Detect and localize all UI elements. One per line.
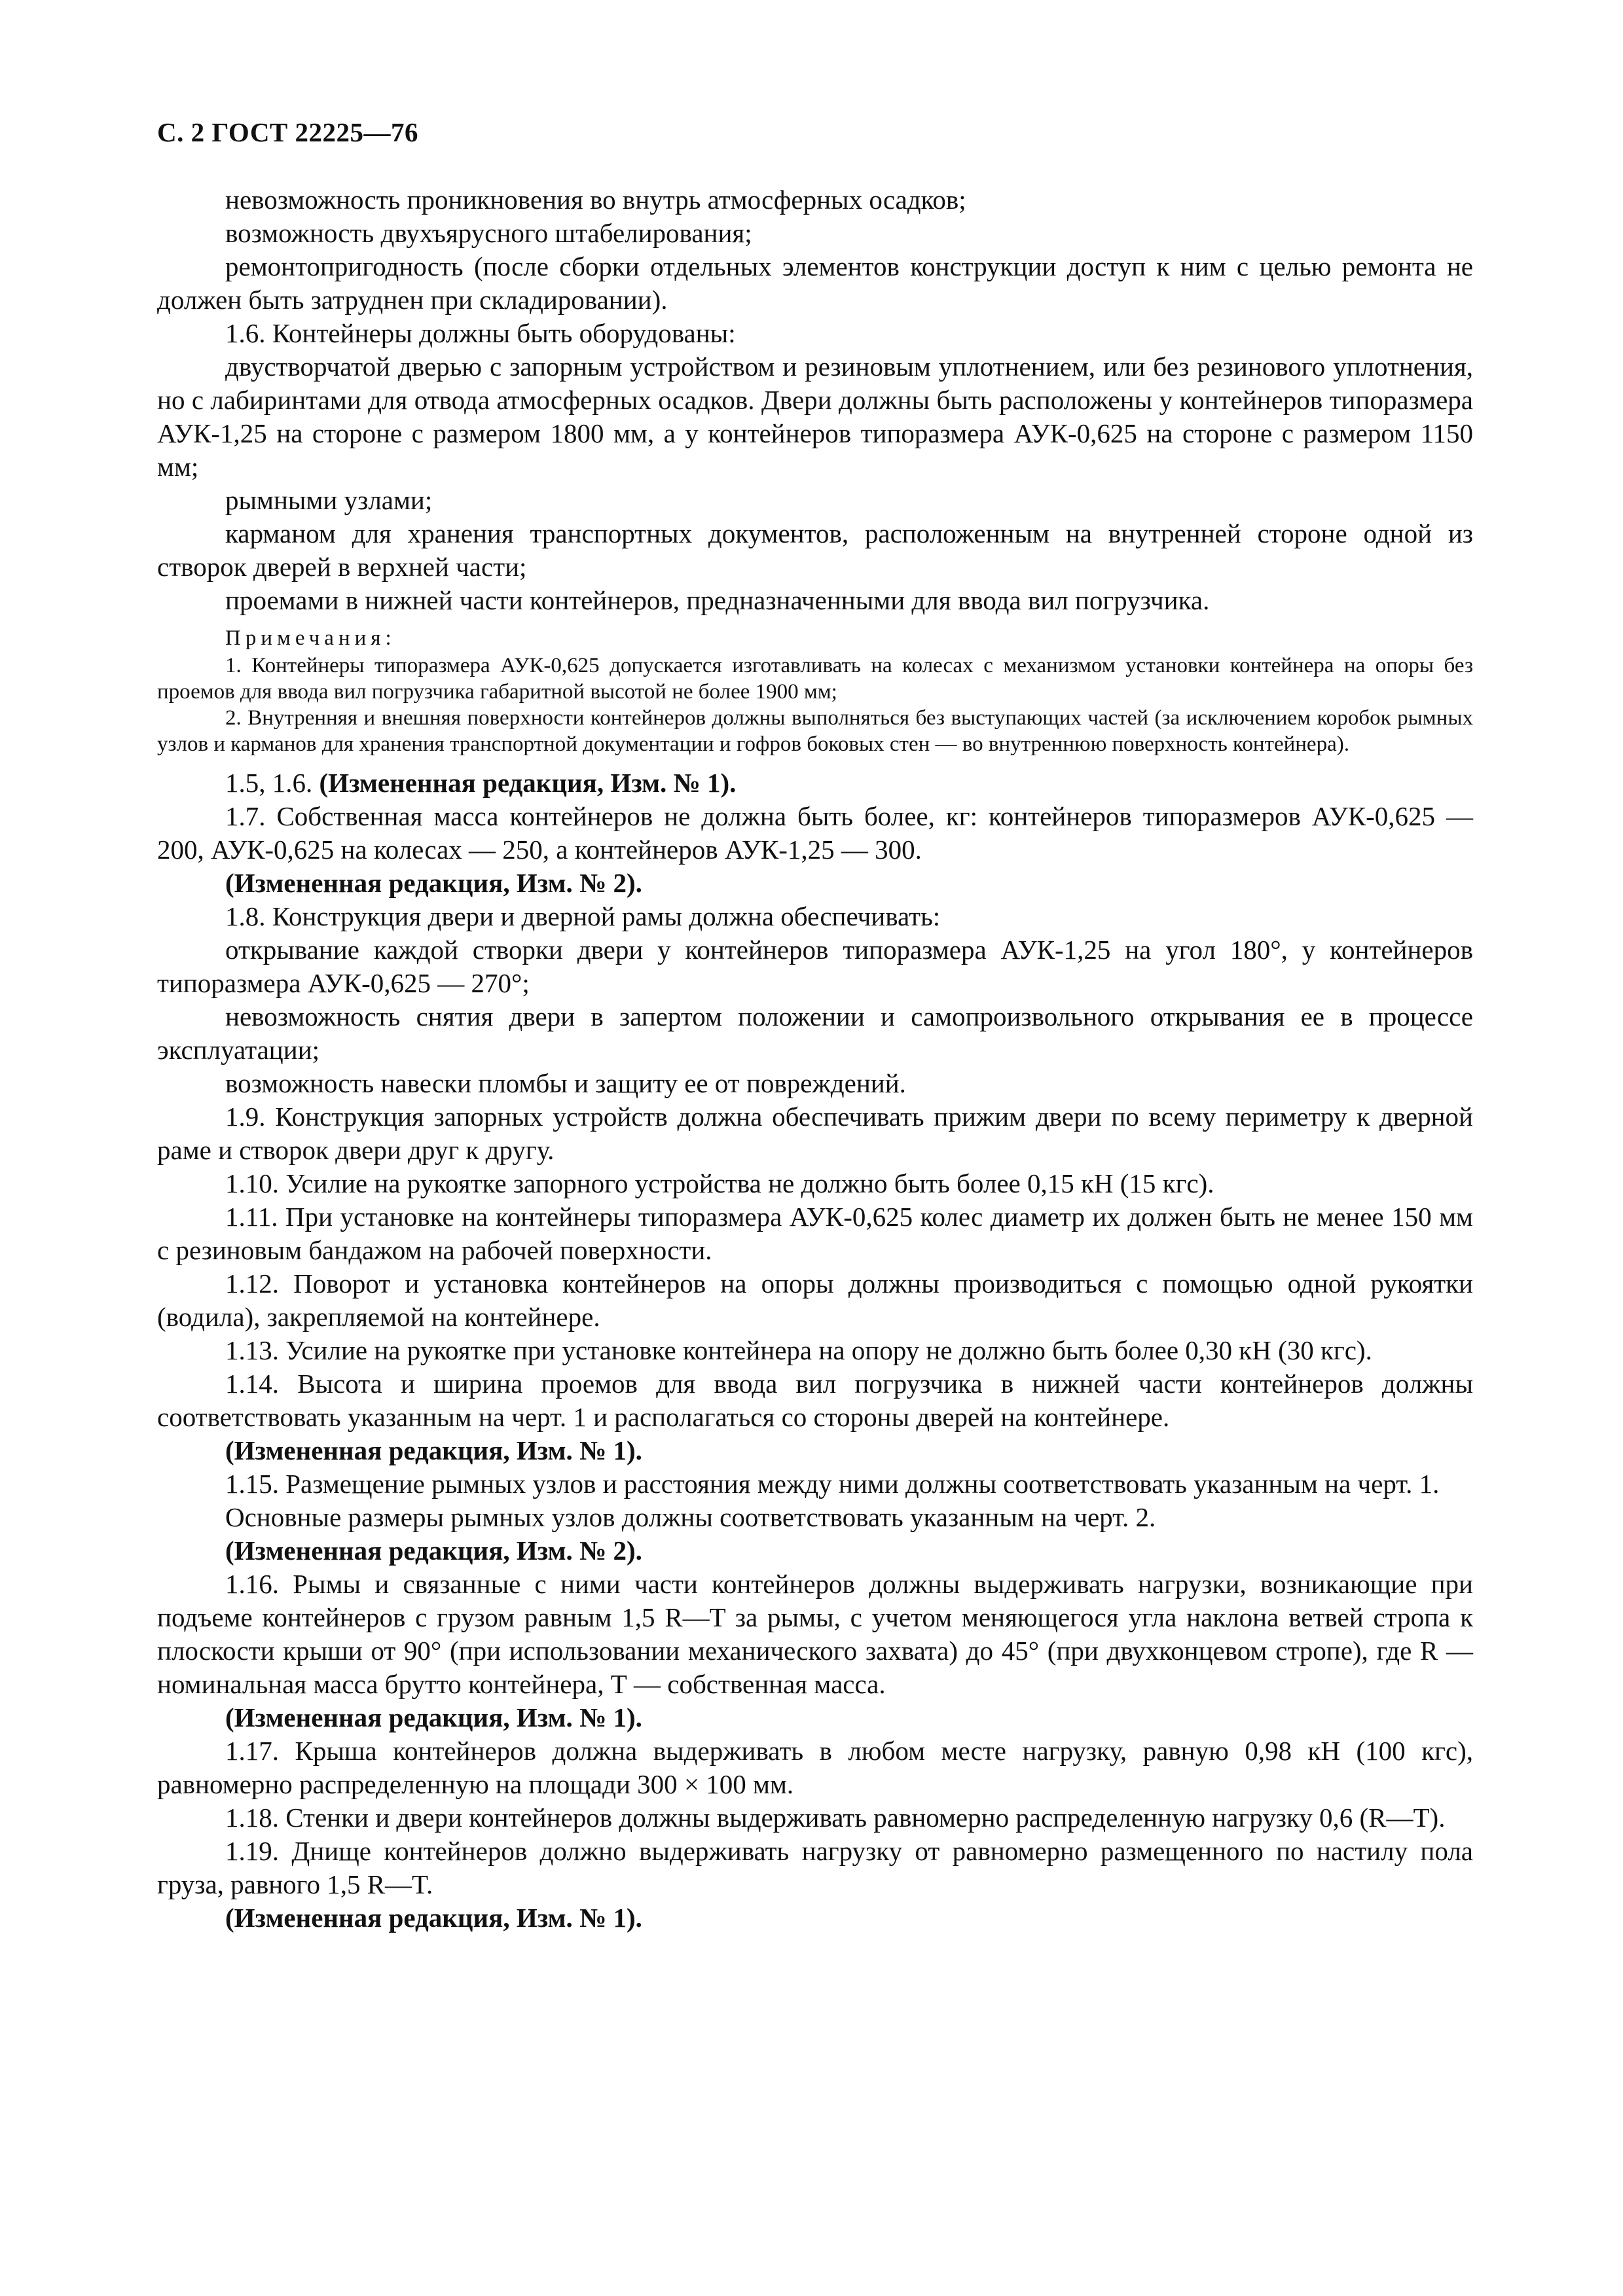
paragraph: невозможность снятия двери в запертом положении и самопроизвольного открывания ее в процессе эксплуатации; [157, 1001, 1473, 1065]
clause-1-6: 1.6. Контейнеры должны быть оборудованы: [225, 318, 736, 348]
amendment-note: (Измененная редакция, Изм. № 1). [225, 1435, 642, 1465]
paragraph: открывание каждой створки двери у контейнеров типоразмера АУК-1,25 на угол 180°, у контейнеров типоразмера АУК-0,625 — 270°; [157, 935, 1473, 998]
paragraph: двустворчатой дверью с запорным устройством и резиновым уплотнением, или без резинового уплотнения, но с лабиринтами для отвода атмосферных осадков. Двери должны быть расположены у контейнеров типоразмера АУК-1,25 на стороне с размером 1800 мм, а у контейнеров типоразмера АУК-0,625 на стороне с размером 1150 мм; [157, 351, 1473, 482]
amendment-note: (Измененная редакция, Изм. № 1). [225, 1903, 642, 1933]
paragraph: карманом для хранения транспортных документов, расположенным на внутренней стороне одной из створок дверей в верхней части; [157, 518, 1473, 582]
clause-1-11: 1.11. При установке на контейнеры типоразмера АУК-0,625 колес диаметр их должен быть не менее 150 мм с резиновым бандажом на рабочей поверхности. [157, 1202, 1473, 1265]
clause-1-14: 1.14. Высота и ширина проемов для ввода вил погрузчика в нижней части контейнеров должны соответствовать указанным на черт. 1 и располагаться со стороны дверей на контейнере. [157, 1369, 1473, 1432]
note-item: 1. Контейнеры типоразмера АУК-0,625 допускается изготавливать на колесах с механизмом установки контейнера на опоры без проемов для ввода вил погрузчика габаритной высотой не более 1900 мм; [157, 654, 1473, 704]
amendment-prefix: 1.5, 1.6. [225, 768, 319, 798]
clause-1-10: 1.10. Усилие на рукоятке запорного устройства не должно быть более 0,15 кН (15 кгс). [225, 1168, 1214, 1198]
clause-1-17: 1.17. Крыша контейнеров должна выдерживать в любом месте нагрузку, равную 0,98 кН (100 кгс), равномерно распределенную на площади 300 × 100 мм. [157, 1736, 1473, 1799]
notes-heading: Примечания: [225, 626, 396, 650]
paragraph: ремонтопригодность (после сборки отдельных элементов конструкции доступ к ним с целью ремонта не должен быть затруднен при складировании). [157, 251, 1473, 315]
amendment-text: (Измененная редакция, Изм. № 1). [319, 768, 737, 798]
amendment-note: (Измененная редакция, Изм. № 2). [225, 868, 642, 898]
clause-1-9: 1.9. Конструкция запорных устройств должна обеспечивать прижим двери по всему периметру к дверной раме и створок двери друг к другу. [157, 1102, 1473, 1165]
paragraph: невозможность проникновения во внутрь атмосферных осадков; [225, 185, 966, 215]
notes-block [157, 625, 1473, 757]
clause-1-15: 1.15. Размещение рымных узлов и расстояния между ними должны соответствовать указанным на черт. 1. [225, 1469, 1440, 1499]
note-item: 2. Внутренняя и внешняя поверхности контейнеров должны выполняться без выступающих частей (за исключением коробок рымных узлов и карманов для хранения транспортной документации и гофров боковых стен — во внутреннюю поверхность контейнера). [157, 706, 1473, 756]
amendment-note-1-5-1-6 [157, 766, 1473, 800]
paragraph: рымными узлами; [225, 485, 433, 515]
page-header: С. 2 ГОСТ 22225—76 [157, 117, 419, 147]
clause-1-12: 1.12. Поворот и установка контейнеров на опоры должны производиться с помощью одной рукоятки (водила), закрепляемой на контейнере. [157, 1268, 1473, 1332]
amendment-note: (Измененная редакция, Изм. № 1). [225, 1702, 642, 1732]
paragraph: проемами в нижней части контейнеров, предназначенными для ввода вил погрузчика. [225, 585, 1210, 615]
paragraph: возможность навески пломбы и защиту ее от повреждений. [225, 1068, 906, 1098]
clause-1-18: 1.18. Стенки и двери контейнеров должны выдерживать равномерно распределенную нагрузку 0,6 (R—T). [225, 1803, 1446, 1833]
clause-1-16: 1.16. Рымы и связанные с ними части контейнеров должны выдерживать нагрузки, возникающие при подъеме контейнеров с грузом равным 1,5 R—T за рымы, с учетом меняющегося угла наклона ветвей стропа к плоскости крыши от 90° (при использовании механического захвата) до 45° (при двухконцевом стропе), где R — номинальная масса брутто контейнера, Т — собственная масса. [157, 1569, 1473, 1699]
clause-1-7: 1.7. Собственная масса контейнеров не должна быть более, кг: контейнеров типоразмеров АУК-0,625 — 200, АУК-0,625 на колесах — 250, а контейнеров АУК-1,25 — 300. [157, 801, 1473, 865]
clause-1-19: 1.19. Днище контейнеров должно выдерживать нагрузку от равномерно размещенного по настилу пола груза, равного 1,5 R—T. [157, 1836, 1473, 1899]
clause-1-13: 1.13. Усилие на рукоятке при установке контейнера на опору не должно быть более 0,30 кН (30 кгс). [225, 1335, 1372, 1365]
paragraph: возможность двухъярусного штабелирования; [225, 218, 752, 248]
amendment-note: (Измененная редакция, Изм. № 2). [225, 1535, 642, 1566]
paragraph: Основные размеры рымных узлов должны соответствовать указанным на черт. 2. [225, 1502, 1156, 1532]
clause-1-8: 1.8. Конструкция двери и дверной рамы должна обеспечивать: [225, 901, 941, 931]
document-body [157, 183, 1473, 1935]
